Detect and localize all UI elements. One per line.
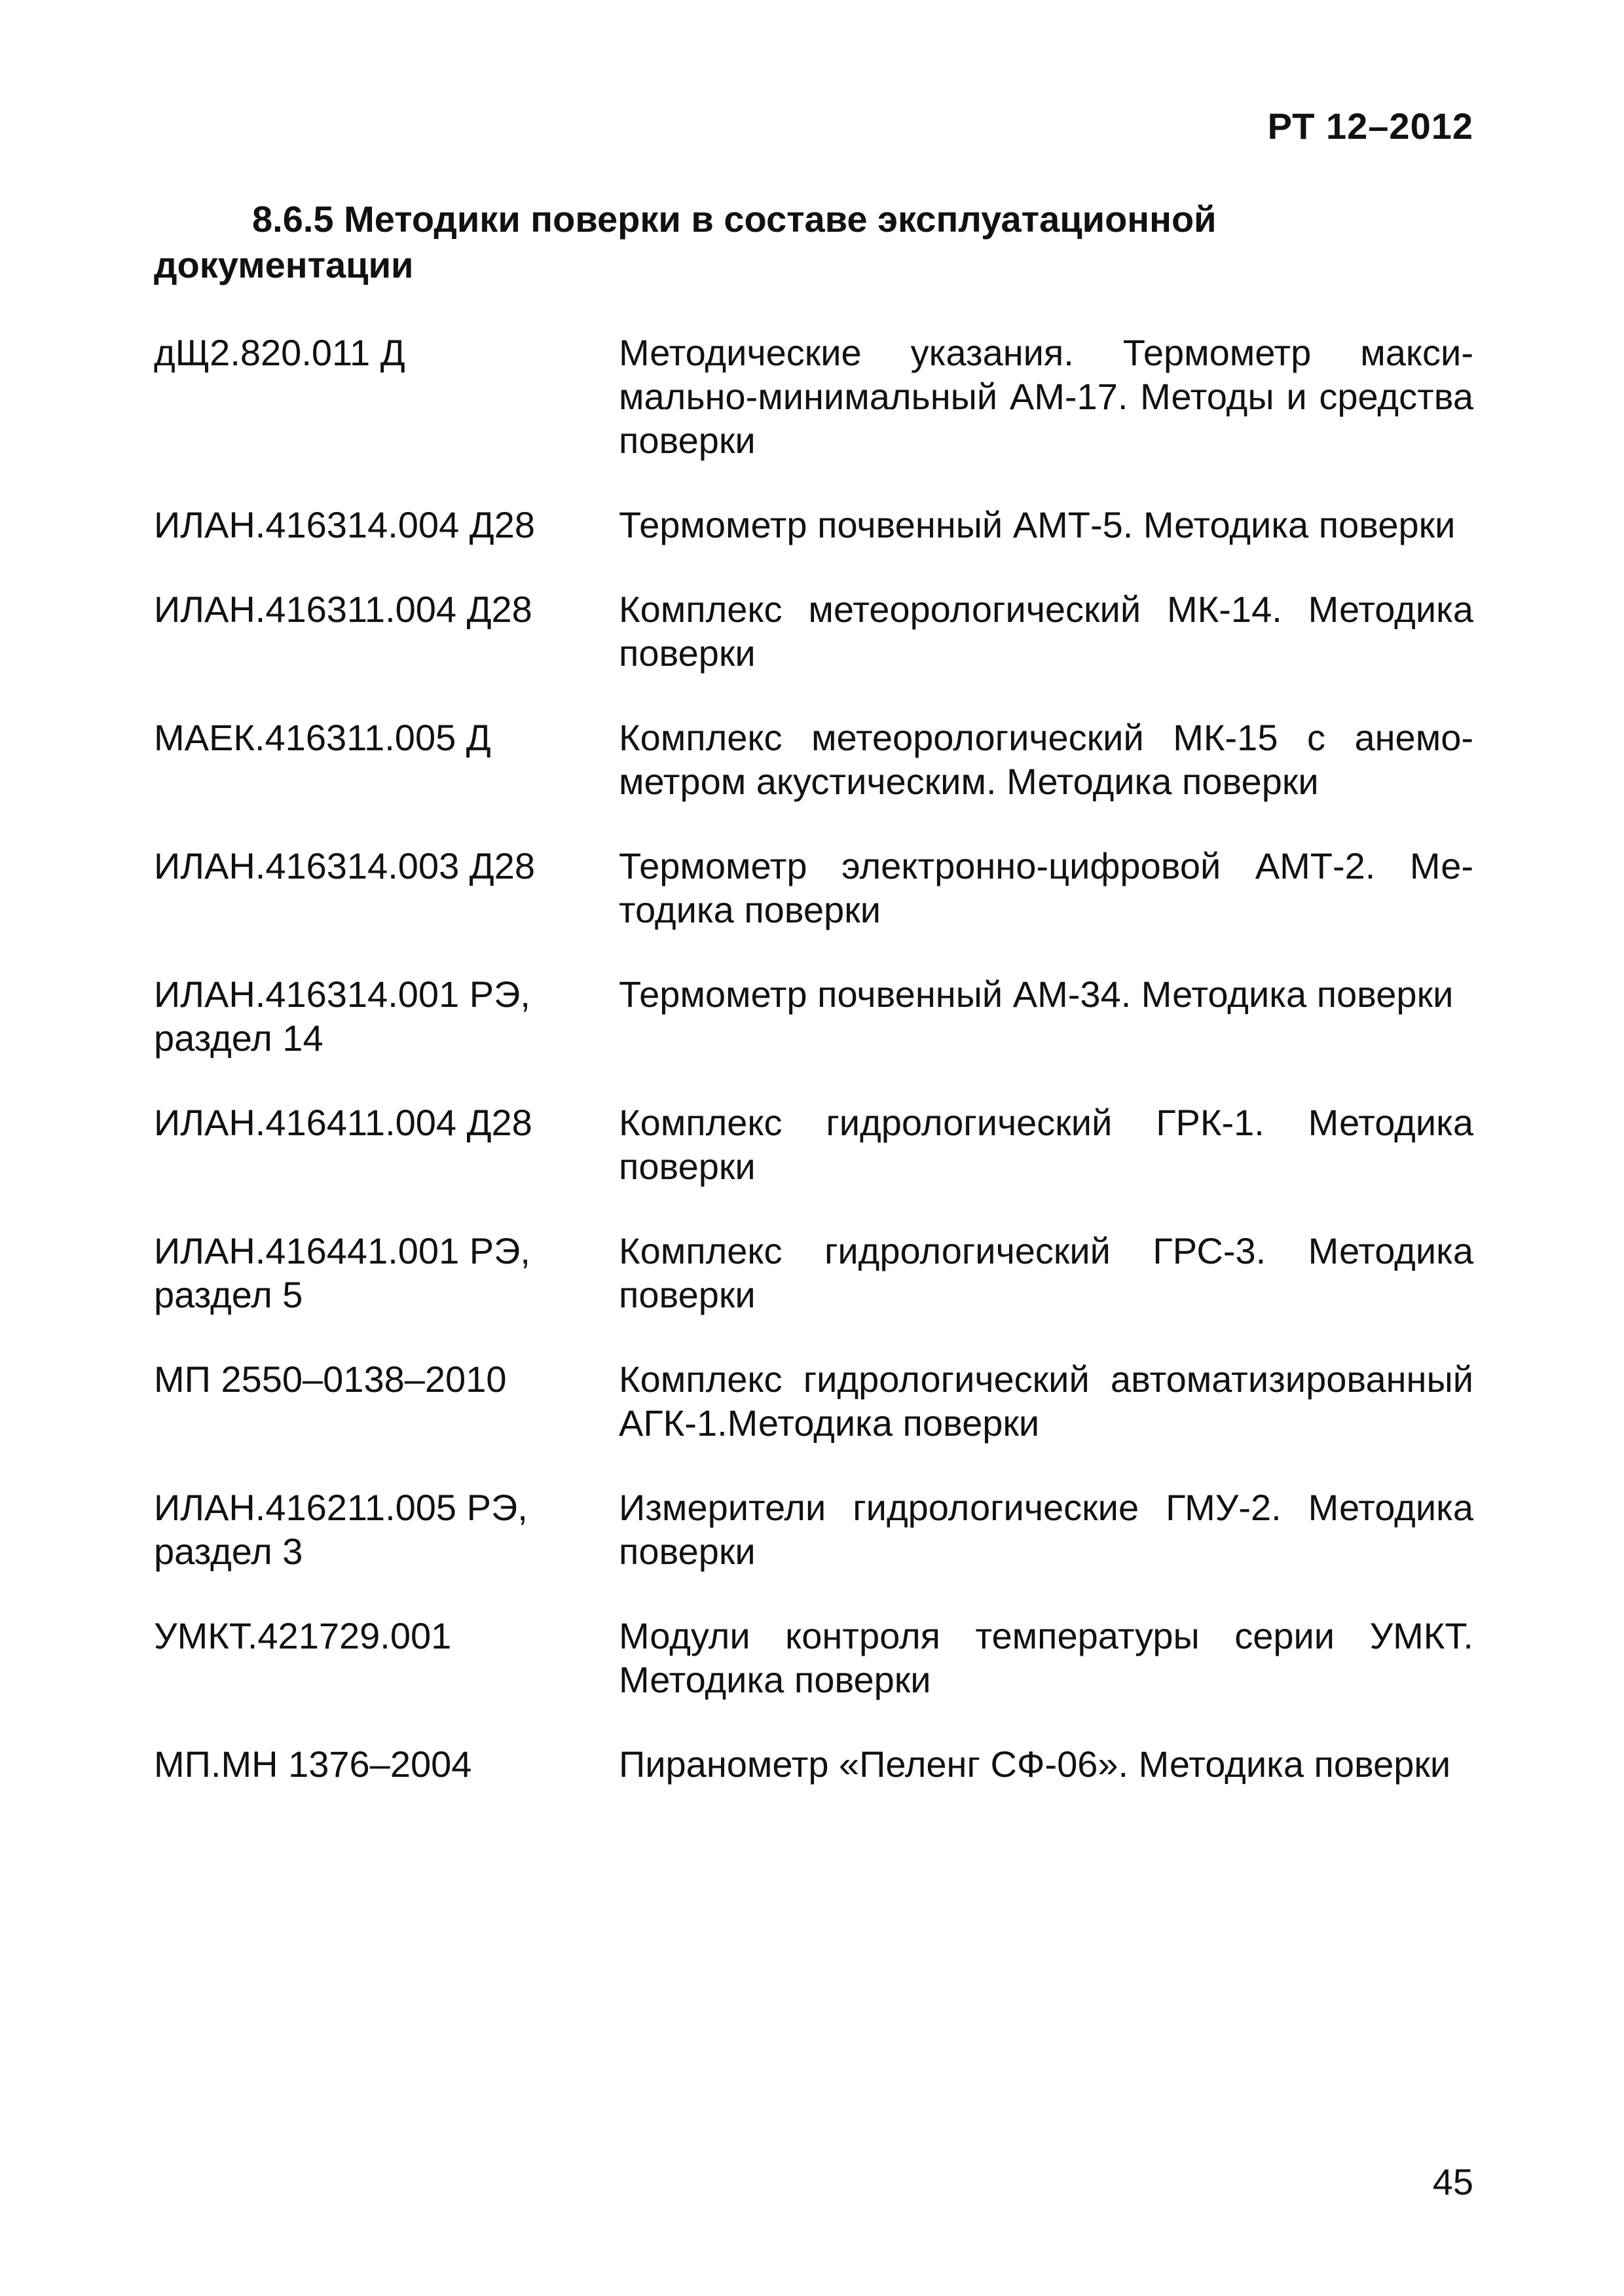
document-code: РТ 12–2012 [1267, 105, 1473, 147]
section-heading-line-2: документации [154, 244, 414, 285]
entry-title: Методические указания. Термометр максимально-минимальный АМ-17. Методы и средства поверки [619, 332, 1473, 461]
list-item [154, 587, 1473, 675]
entry-code: ИЛАН.416314.001 РЭ, раздел 14 [154, 974, 530, 1059]
entry-code: ИЛАН.416314.003 Д28 [154, 845, 535, 886]
entry-title: Измерители гидрологические ГМУ-2. Методика поверки [619, 1487, 1473, 1572]
entry-code: ИЛАН.416311.004 Д28 [154, 589, 532, 630]
list-item [154, 1485, 1473, 1573]
list-item [154, 1357, 1473, 1445]
list-item [154, 844, 1473, 932]
entry-title: Комплекс гидрологический автоматизированный АГК-1.Методика поверки [619, 1358, 1473, 1444]
entry-code: МП 2550–0138–2010 [154, 1358, 507, 1400]
entry-code: УМКТ.421729.001 [154, 1615, 452, 1656]
entry-title: Комплекс метеорологический МК-14. Методика поверки [619, 589, 1473, 674]
entry-title: Термометр почвенный АМТ-5. Методика поверки [619, 504, 1456, 545]
verification-methods-list [154, 331, 1473, 1827]
entry-title: Пиранометр «Пеленг СФ-06». Методика поверки [619, 1743, 1451, 1785]
list-item [154, 1742, 1473, 1786]
section-heading-line-1: 8.6.5 Методики поверки в составе эксплуатационной [252, 198, 1217, 240]
entry-title: Термометр почвенный АМ-34. Методика поверки [619, 974, 1454, 1015]
entry-title: Комплекс метеорологический МК-15 с анемометром акустическим. Методика поверки [619, 717, 1473, 802]
entry-code: МП.МН 1376–2004 [154, 1743, 472, 1785]
entry-title: Комплекс гидрологический ГРС-3. Методика поверки [619, 1230, 1473, 1315]
entry-code: дЩ2.820.011 Д [154, 332, 405, 373]
entry-title: Модули контроля температуры серии УМКТ. Методика поверки [619, 1615, 1473, 1700]
section-heading [154, 196, 1464, 288]
list-item [154, 972, 1473, 1060]
list-item [154, 1101, 1473, 1188]
list-item [154, 716, 1473, 803]
page-number: 45 [1432, 2161, 1473, 2202]
entry-code: ИЛАН.416441.001 РЭ, раздел 5 [154, 1230, 530, 1315]
list-item [154, 331, 1473, 462]
entry-code: МАЕК.416311.005 Д [154, 717, 491, 758]
entry-code: ИЛАН.416211.005 РЭ, раздел 3 [154, 1487, 528, 1572]
entry-title: Комплекс гидрологический ГРК-1. Методика поверки [619, 1102, 1473, 1187]
list-item [154, 1614, 1473, 1702]
entry-code: ИЛАН.416411.004 Д28 [154, 1102, 532, 1143]
entry-code: ИЛАН.416314.004 Д28 [154, 504, 535, 545]
list-item [154, 1229, 1473, 1317]
entry-title: Термометр электронно-цифровой АМТ-2. Методика поверки [619, 845, 1473, 930]
list-item [154, 503, 1473, 547]
